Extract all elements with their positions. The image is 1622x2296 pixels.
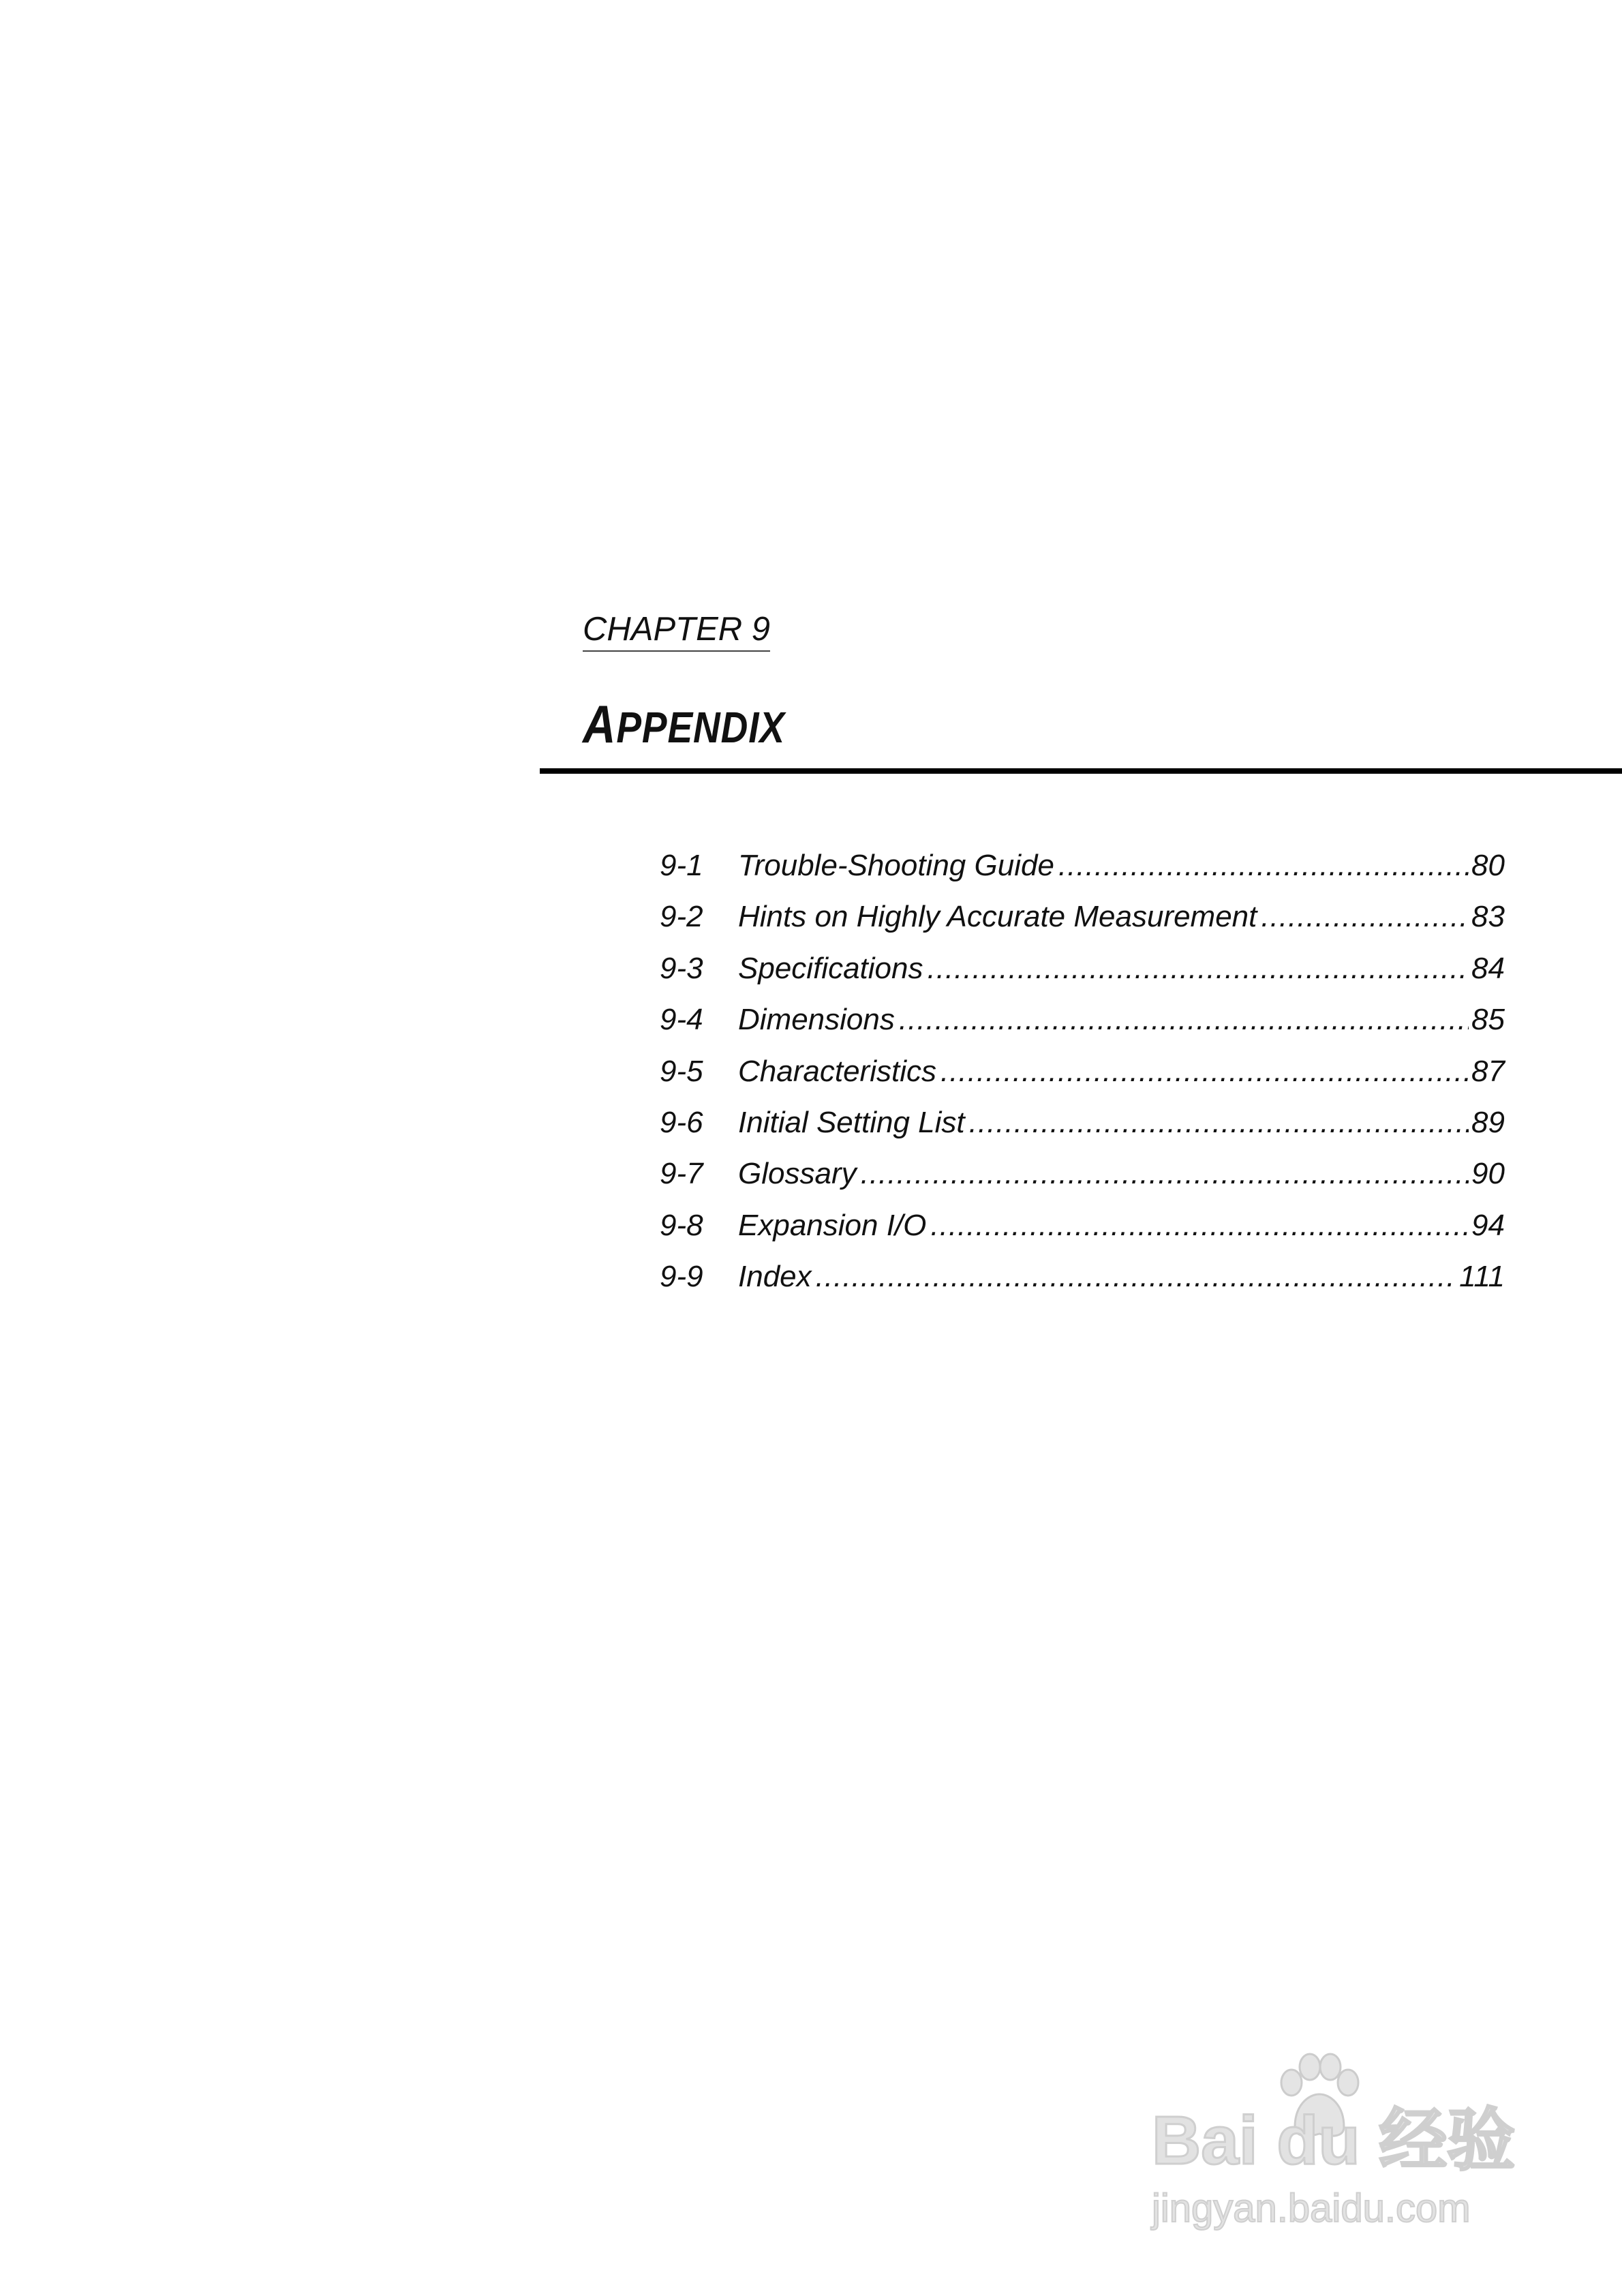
toc-title: Characteristics bbox=[738, 1054, 936, 1088]
toc-entry[interactable] bbox=[660, 1260, 1505, 1311]
toc-entry[interactable] bbox=[660, 1157, 1505, 1208]
watermark-url: jingyan.baidu.com bbox=[1152, 2186, 1471, 2231]
chapter-divider bbox=[540, 768, 1622, 774]
toc-page-number: 94 bbox=[1471, 1208, 1505, 1242]
toc-number: 9-8 bbox=[660, 1208, 703, 1242]
toc-number: 9-9 bbox=[660, 1260, 703, 1294]
table-of-contents bbox=[660, 849, 1505, 1312]
toc-title: Dimensions bbox=[738, 1003, 895, 1037]
toc-page-number: 80 bbox=[1471, 849, 1505, 882]
toc-entry[interactable] bbox=[660, 1209, 1505, 1260]
chapter-title-initial: A bbox=[583, 694, 617, 754]
watermark-logo: Bai du 经验 bbox=[1152, 2102, 1516, 2179]
toc-leader-dots bbox=[969, 1106, 1469, 1140]
toc-title: Trouble-Shooting Guide bbox=[738, 849, 1054, 882]
toc-leader-dots bbox=[899, 1003, 1469, 1037]
toc-leader-dots bbox=[930, 1209, 1469, 1243]
toc-entry[interactable] bbox=[660, 900, 1505, 951]
chapter-label: CHAPTER 9 bbox=[583, 609, 770, 652]
toc-number: 9-4 bbox=[660, 1003, 703, 1037]
toc-leader-dots bbox=[1261, 900, 1469, 934]
toc-number: 9-7 bbox=[660, 1157, 703, 1191]
toc-leader-dots bbox=[1058, 849, 1469, 883]
toc-entry[interactable] bbox=[660, 849, 1505, 900]
toc-number: 9-2 bbox=[660, 900, 703, 934]
toc-leader-dots bbox=[927, 952, 1469, 986]
toc-number: 9-6 bbox=[660, 1105, 703, 1139]
toc-entry[interactable] bbox=[660, 1106, 1505, 1157]
toc-title: Glossary bbox=[738, 1157, 857, 1191]
toc-title: Index bbox=[738, 1260, 812, 1294]
toc-number: 9-1 bbox=[660, 849, 703, 882]
toc-page-number: 111 bbox=[1459, 1260, 1505, 1294]
toc-title: Hints on Highly Accurate Measurement bbox=[738, 900, 1257, 934]
toc-title: Expansion I/O bbox=[738, 1208, 927, 1242]
chapter-title bbox=[583, 690, 785, 761]
toc-leader-dots bbox=[940, 1055, 1469, 1089]
toc-entry[interactable] bbox=[660, 952, 1505, 1003]
toc-entry[interactable] bbox=[660, 1003, 1505, 1054]
toc-leader-dots bbox=[861, 1157, 1469, 1191]
baidu-jingyan-watermark bbox=[1152, 2052, 1533, 2250]
toc-title: Initial Setting List bbox=[738, 1105, 965, 1139]
toc-number: 9-3 bbox=[660, 951, 703, 985]
toc-title: Specifications bbox=[738, 951, 923, 985]
toc-page-number: 89 bbox=[1471, 1105, 1505, 1139]
chapter-title-rest: PPENDIX bbox=[616, 703, 785, 752]
toc-page-number: 84 bbox=[1471, 951, 1505, 985]
toc-entry[interactable] bbox=[660, 1055, 1505, 1106]
toc-leader-dots bbox=[816, 1260, 1456, 1294]
toc-page-number: 83 bbox=[1471, 900, 1505, 934]
toc-number: 9-5 bbox=[660, 1054, 703, 1088]
toc-page-number: 87 bbox=[1471, 1054, 1505, 1088]
toc-page-number: 85 bbox=[1471, 1003, 1505, 1037]
toc-page-number: 90 bbox=[1471, 1157, 1505, 1191]
